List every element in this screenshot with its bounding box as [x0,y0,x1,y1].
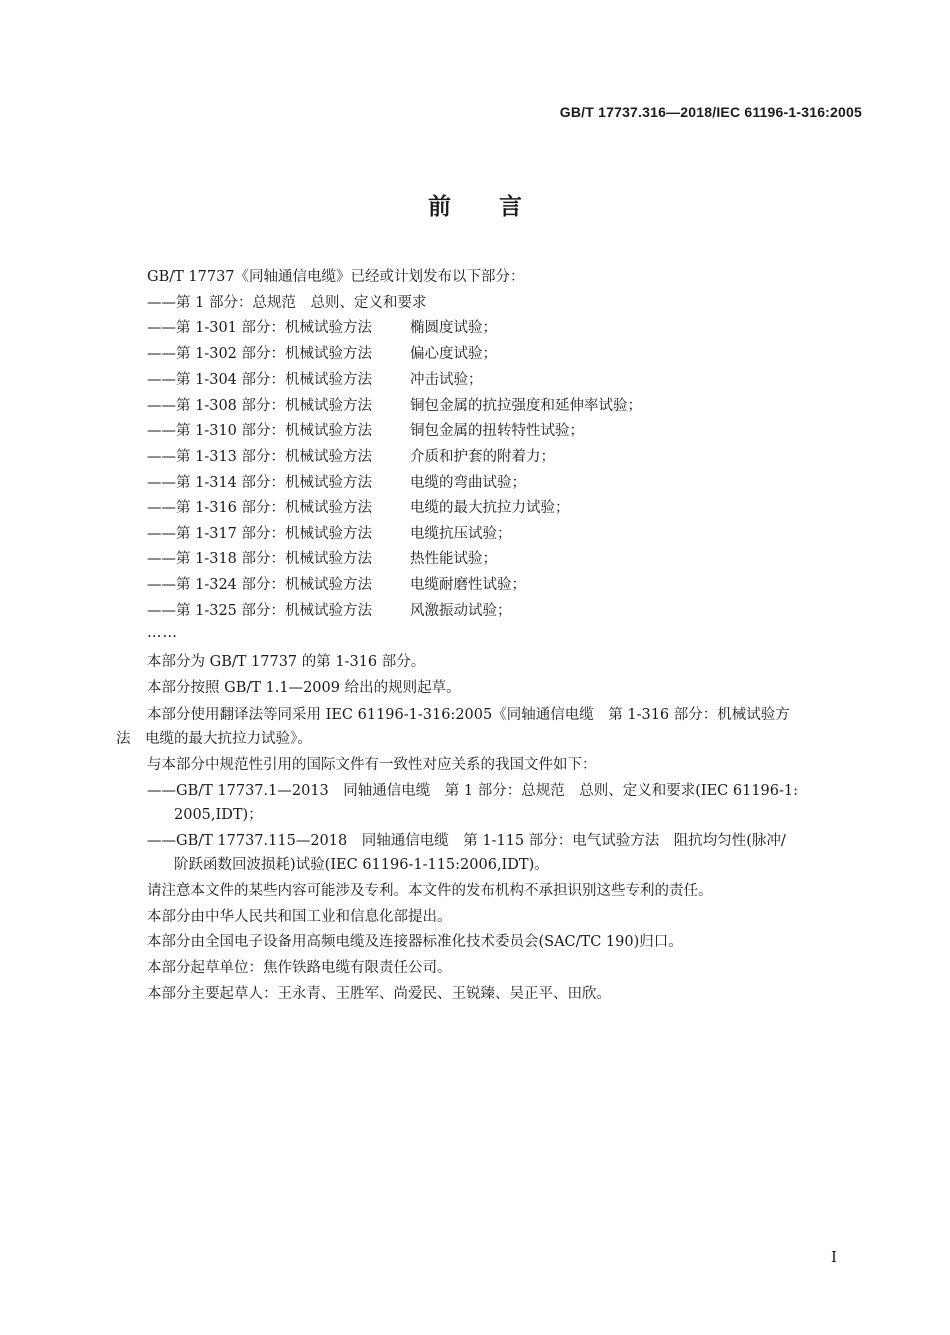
reference-item-continuation: 2005,IDT)； [174,807,263,823]
paragraph: 本部分起草单位：焦作铁路电缆有限责任公司。 [147,960,452,976]
list-item-label: ——第 1-314 部分：机械试验方法 [147,475,373,491]
list-item-detail: 椭圆度试验； [410,320,497,336]
list-item-label: ——第 1-316 部分：机械试验方法 [147,500,373,516]
reference-item: ——GB/T 17737.1—2013 同轴通信电缆 第 1 部分：总规范 总则、定义和要求(IEC 61196-1: [147,783,799,799]
paragraph: 请注意本文件的某些内容可能涉及专利。本文件的发布机构不承担识别这些专利的责任。 [147,883,713,899]
page-number: I [831,1248,837,1266]
paragraph: 本部分为 GB/T 17737 的第 1-316 部分。 [147,654,426,670]
list-item [147,294,426,312]
list-item [147,602,512,620]
list-item [147,345,497,363]
list-item-detail: 电缆耐磨性试验； [410,577,526,593]
list-item-label: ——第 1-325 部分：机械试验方法 [147,603,373,619]
list-item-label: ——第 1-302 部分：机械试验方法 [147,346,373,362]
paragraph: 本部分由全国电子设备用高频电缆及连接器标准化技术委员会(SAC/TC 190)归口。 [147,934,683,950]
list-item-label: ——第 1-310 部分：机械试验方法 [147,423,373,439]
paragraph: 本部分主要起草人：王永青、王胜军、尚爱民、王锐臻、吴正平、田欣。 [147,986,611,1002]
page-title: 前言 [428,194,570,220]
list-item-detail: 风激振动试验； [410,603,512,619]
list-item-detail: 冲击试验； [410,372,483,388]
list-item-detail: 偏心度试验； [410,346,497,362]
list-item [147,448,555,466]
reference-item: ——GB/T 17737.115—2018 同轴通信电缆 第 1-115 部分：电气试验方法 阻抗均匀性(脉冲/ [147,833,786,849]
list-item-detail: 热性能试验； [410,551,497,567]
list-item [147,499,570,517]
list-item [147,397,642,415]
list-item-label: ——第 1-301 部分：机械试验方法 [147,320,373,336]
paragraph: 本部分由中华人民共和国工业和信息化部提出。 [147,909,452,925]
list-item-detail: 电缆抗压试验； [410,526,512,542]
list-item [147,422,584,440]
list-item-label: ——第 1-324 部分：机械试验方法 [147,577,373,593]
paragraph: 本部分按照 GB/T 1.1—2009 给出的规则起草。 [147,680,461,696]
list-ellipsis: …… [147,625,178,641]
standard-number: GB/T 17737.316—2018/IEC 61196-1-316:2005 [559,104,862,120]
list-item [147,576,526,594]
list-item [147,371,483,389]
list-item-label: ——第 1-304 部分：机械试验方法 [147,372,373,388]
list-item-label: ——第 1-308 部分：机械试验方法 [147,398,373,414]
paragraph: 本部分使用翻译法等同采用 IEC 61196-1-316:2005《同轴通信电缆 第 1-316 部分：机械试验方 [147,707,790,723]
paragraph-continuation: 法 电缆的最大抗拉力试验》。 [116,731,312,747]
list-item-detail: 电缆的最大抗拉力试验； [410,500,570,516]
list-item [147,550,497,568]
list-item-label: ——第 1-317 部分：机械试验方法 [147,526,373,542]
list-item-label: ——第 1-313 部分：机械试验方法 [147,449,373,465]
paragraph: 与本部分中规范性引用的国际文件有一致性对应关系的我国文件如下： [147,757,597,773]
list-item [147,319,497,337]
list-item-label: ——第 1 部分：总规范 总则、定义和要求 [147,295,427,311]
list-item [147,525,512,543]
intro-line: GB/T 17737《同轴通信电缆》已经或计划发布以下部分： [147,269,525,285]
list-item-label: ——第 1-318 部分：机械试验方法 [147,551,373,567]
list-item [147,474,526,492]
list-item-detail: 电缆的弯曲试验； [410,475,526,491]
list-item-detail: 铜包金属的抗拉强度和延伸率试验； [410,398,642,414]
reference-item-continuation: 阶跃函数回波损耗)试验(IEC 61196-1-115:2006,IDT)。 [174,857,549,873]
list-item-detail: 铜包金属的扭转特性试验； [410,423,584,439]
list-item-detail: 介质和护套的附着力； [410,449,555,465]
